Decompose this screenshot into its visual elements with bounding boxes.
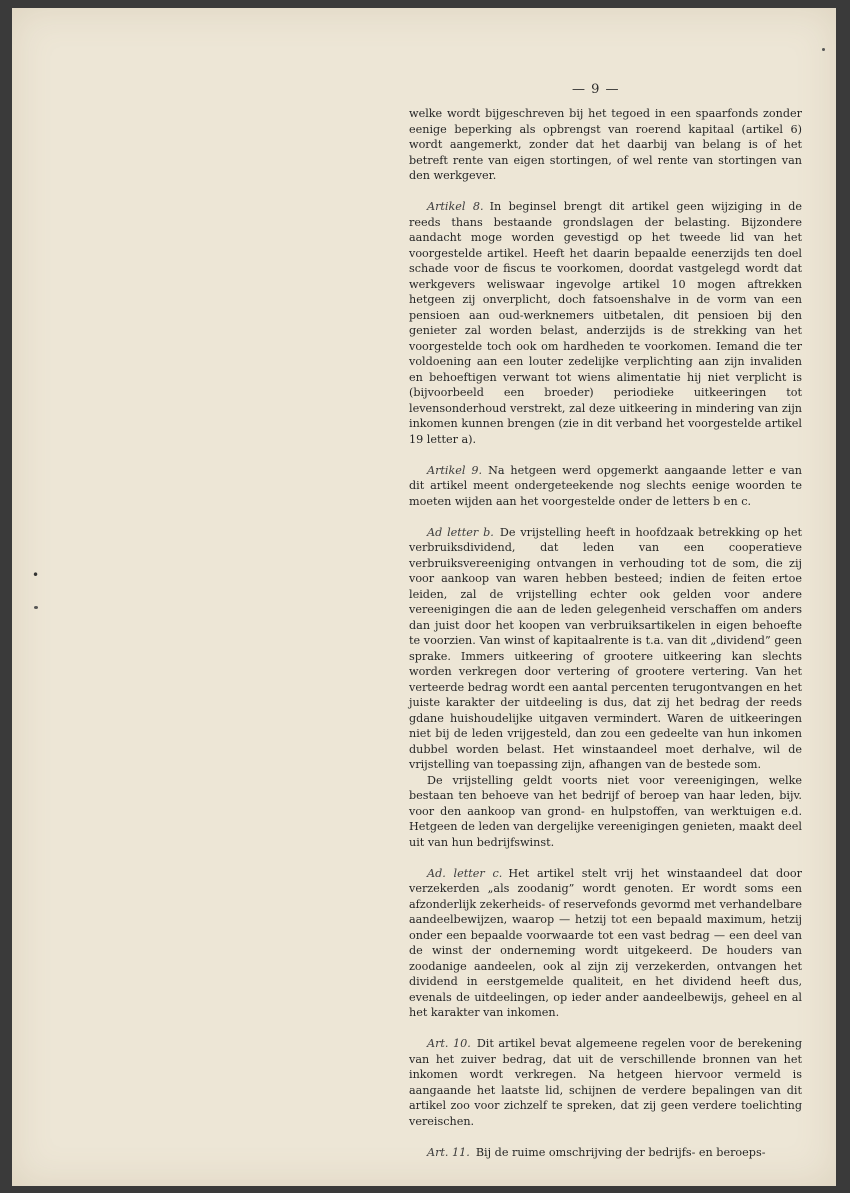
article-label: Art. 11. — [427, 1145, 470, 1159]
margin-mark: • — [32, 568, 40, 582]
paragraph-text: Bij de ruime omschrijving der bedrijfs- en beroeps- — [475, 1145, 766, 1159]
text-column — [409, 106, 802, 1176]
paragraph — [409, 773, 802, 851]
paragraph-text: welke wordt bijgeschreven bij het tegoed in een spaarfonds zonder eenige beperking als opbrengst van roerend kapitaal (artikel 6) wordt aangemerkt, zonder dat het daarbij van belang is of het betreft rente van eigen stortingen, of wel rente van stortingen van den werkgever. — [409, 107, 802, 182]
paragraph — [409, 1036, 802, 1129]
article-label: Ad. letter c. — [427, 866, 503, 880]
paragraph-text: Het artikel stelt vrij het winstaandeel dat door verzekerden „als zoodanig” wordt genoten. Er wordt soms een afzonderlijk zekerheids- of reservefonds gevormd met verhandelbare aandeelbewijzen, waarop — hetzij tot een bepaald maximum, hetzij onder een bepaalde voorwaarde tot een vast bedrag — een deel van de winst der onderneming wordt uitgekeerd. De houders van zoodanige aandeelen, ook al zijn zij verzekerden, ontvangen het dividend in eerstgemelde qualiteit, en het dividend heeft dus, evenals de uitdeelingen, op ieder ander aandeelbewijs, geheel en al het karakter van inkomen. — [409, 866, 803, 1019]
paragraph-text: De vrijstelling heeft in hoofdzaak betrekking op het verbruiksdividend, dat leden van een cooperatieve verbruiksvereeniging ontvangen in verhouding tot de som, die zij voor aankoop van waren hebben besteed; indien de feiten ertoe leiden, zal de vrijstelling echter ook gelden voor andere vereenigingen die aan de leden gelegenheid verschaffen om anders dan juist door het koopen van verbruiksartikelen in eigen behoefte te voorzien. Van winst of kapitaalrente is t.a. van dit „dividend” geen sprake. Immers uitkeering of grootere uitkeering kan slechts worden verkregen door vertering of grootere vertering. Van het verteerde bedrag wordt een aantal percenten terugontvangen en het juiste karakter der uitdeeling is dus, dat zij het bedrag der reeds gdane huishoudelijke uitgaven vermindert. Waren de uitkeeringen niet bij de leden vrijgesteld, dan zou een gedeelte van hun inkomen dubbel worden belast. Het winstaandeel moet derhalve, wil de vrijstelling van toepassing zijn, afhangen van de bestede som. — [409, 525, 803, 771]
paragraph-text: In beginsel brengt dit artikel geen wijziging in de reeds thans bestaande grondslagen der belasting. Bijzondere aandacht moge worden gevestigd op het tweede lid van het voorgestelde artikel. Heeft het daarin bepaalde eenerzijds ten doel schade voor de fiscus te voorkomen, doordat vastgelegd wordt dat werkgevers weliswaar ingevolge artikel 10 mogen aftrekken hetgeen zij onverplicht, doch fatsoenshalve in de vorm van een pensioen aan oud-werknemers uitbetalen, dit pensioen bij den genieter zal worden belast, anderzijds is de strekking van het voorgestelde toch ook om hardheden te voorkomen. Iemand die ter voldoening aan een louter zedelijke verplichting aan zijn invaliden en behoeftigen verwant tot wiens alimentatie hij niet verplicht is (bijvoorbeeld een broeder) periodieke uitkeeringen tot levensonderhoud verstrekt, zal deze uitkeering in mindering van zijn inkomen kunnen brengen (zie in dit verband het voorgestelde artikel 19 letter a). — [409, 200, 802, 446]
article-label: Art. 10. — [427, 1037, 471, 1050]
paragraph-text: Dit artikel bevat algemeene regelen voor de berekening van het zuiver bedrag, dat uit de verschillende bronnen van het inkomen wordt verkregen. Na hetgeen hiervoor vermeld is aangaande het laatste lid, schijnen de verdere bepalingen van dit artikel zoo voor zichzelf te spreken, dat zij geen verdere toelichting vereischen. — [409, 1037, 803, 1128]
document-page — [12, 8, 836, 1186]
paragraph-text: De vrijstelling geldt voorts niet voor vereenigingen, welke bestaan ten behoeve van het bedrijf of beroep van haar leden, bijv. voor den aankoop van grond- en hulpstoffen, van werktuigen e.d. Hetgeen de leden van dergelijke vereenigingen genieten, maakt deel uit van hun bedrijfswinst. — [409, 773, 802, 849]
paragraph — [409, 525, 802, 773]
paragraph — [409, 199, 802, 447]
paragraph-text: Na hetgeen werd opgemerkt aangaande letter e van dit artikel meent ondergeteekende nog slechts eenige woorden te moeten wijden aan het voorgestelde onder de letters b en c. — [409, 463, 802, 508]
page-number: — 9 — — [572, 82, 620, 97]
margin-speck — [34, 606, 38, 609]
paragraph — [409, 106, 802, 184]
article-label: Artikel 8. — [427, 200, 484, 213]
article-label: Artikel 9. — [427, 463, 483, 477]
paragraph — [409, 463, 802, 510]
article-label: Ad letter b. — [427, 525, 494, 539]
paragraph — [409, 1145, 802, 1161]
margin-speck — [822, 48, 825, 51]
paragraph — [409, 866, 802, 1021]
